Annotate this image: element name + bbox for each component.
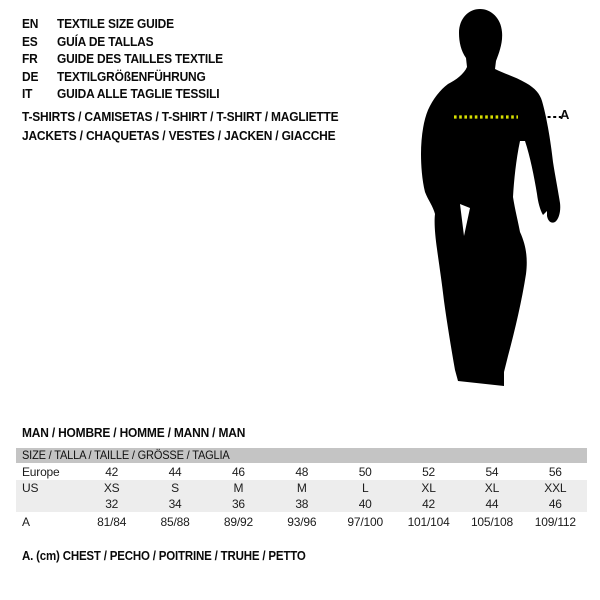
language-label: GUIDE DES TAILLES TEXTILE [56, 51, 223, 66]
cell: 32 [105, 497, 119, 511]
cell: 36 [231, 497, 245, 511]
cell: 89/92 [223, 514, 253, 529]
language-label: TEXTILE SIZE GUIDE [56, 16, 174, 31]
man-silhouette-path [421, 9, 560, 386]
cell: 46 [548, 497, 562, 511]
cell: XL [421, 481, 436, 495]
category-line-tshirts: T-SHIRTS / CAMISETAS / T-SHIRT / T-SHIRT / MAGLIETTE [22, 109, 339, 124]
language-code: IT [22, 86, 33, 101]
cell: 97/100 [347, 514, 383, 529]
language-guide-list [22, 15, 240, 103]
cell: XL [484, 481, 500, 495]
language-code: DE [22, 68, 39, 84]
table-row-us-numbers [16, 496, 587, 512]
cell: 34 [168, 497, 182, 511]
cell: M [296, 481, 307, 495]
size-table [16, 448, 587, 531]
size-table-header: SIZE / TALLA / TAILLE / GRÖSSE / TAGLIA [16, 448, 587, 463]
language-code: FR [22, 51, 38, 66]
cell: 42 [105, 464, 119, 479]
language-row-it [22, 85, 240, 103]
row-label: US [22, 481, 39, 495]
cell: 56 [548, 464, 562, 479]
cell: M [233, 481, 244, 495]
measurement-label-a: A [560, 107, 570, 122]
garment-categories [22, 108, 366, 145]
language-code: ES [22, 33, 38, 49]
cell: 52 [422, 464, 436, 479]
category-line-jackets: JACKETS / CHAQUETAS / VESTES / JACKEN / GIACCHE [22, 127, 336, 143]
cell: 42 [422, 497, 436, 511]
language-label: TEXTILGRÖßENFÜHRUNG [56, 68, 206, 84]
language-row-en [22, 15, 240, 33]
man-silhouette-figure [406, 4, 576, 394]
cell: XXL [544, 481, 567, 495]
cell: 44 [485, 497, 499, 511]
cell: 46 [231, 464, 245, 479]
cell: 44 [168, 464, 182, 479]
cell: 109/112 [534, 514, 576, 529]
cell: XS [103, 481, 120, 495]
cell: 38 [295, 497, 309, 511]
cell: 101/104 [407, 514, 450, 529]
cell: 48 [295, 464, 309, 479]
measurement-footnote: A. (cm) CHEST / PECHO / POITRINE / TRUHE / PETTO [22, 549, 306, 563]
cell: S [171, 481, 179, 495]
language-row-es [22, 33, 240, 51]
man-silhouette-svg [406, 4, 576, 394]
row-label: Europe [22, 464, 60, 479]
cell: 40 [358, 497, 372, 511]
cell: 50 [358, 464, 372, 479]
cell: 81/84 [97, 514, 127, 529]
language-row-fr [22, 50, 240, 68]
table-row-us-letters [16, 480, 587, 496]
language-label: GUIDA ALLE TAGLIE TESSILI [56, 86, 220, 101]
row-label: A [22, 514, 30, 529]
cell: 105/108 [470, 514, 513, 529]
cell: 93/96 [287, 514, 317, 529]
language-code: EN [22, 16, 39, 31]
cell: 54 [485, 464, 499, 479]
table-row-europe [16, 463, 587, 480]
table-row-chest-measure [16, 512, 587, 531]
cell: 85/88 [160, 514, 190, 529]
language-row-de [22, 68, 240, 86]
language-label: GUÍA DE TALLAS [56, 33, 154, 49]
cell: L [361, 481, 369, 495]
section-title-man: MAN / HOMBRE / HOMME / MANN / MAN [22, 425, 246, 440]
